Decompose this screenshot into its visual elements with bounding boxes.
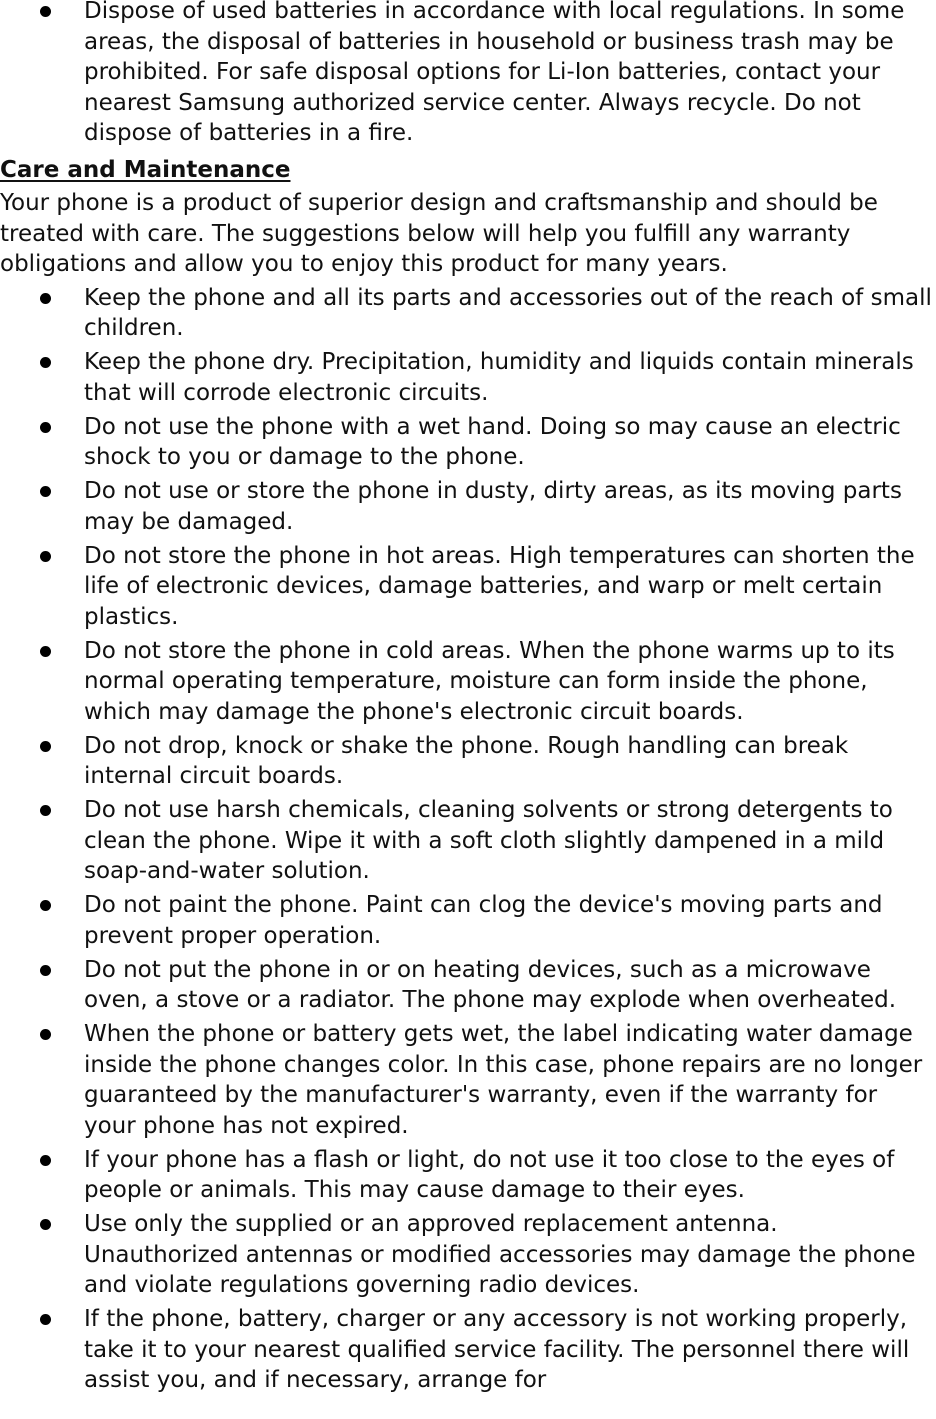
- bullet-icon: [40, 646, 51, 657]
- bullet-icon: [40, 293, 51, 304]
- bullet-icon: [40, 551, 51, 562]
- list-item: [0, 541, 936, 633]
- bullet-icon: [40, 6, 51, 17]
- list-item: [0, 636, 936, 728]
- bullet-icon: [40, 422, 51, 433]
- list-item-text: Keep the phone dry. Precipitation, humidity and liquids contain minerals that will corrode electronic circuits.: [84, 349, 914, 406]
- battery-disposal-list: [0, 0, 936, 149]
- list-item-text: When the phone or battery gets wet, the label indicating water damage inside the phone changes color. In this case, phone repairs are no longer guaranteed by the manufacturer's warranty, even if the warranty for your phone has not expired.: [84, 1021, 923, 1139]
- bullet-icon: [40, 1155, 51, 1166]
- bullet-icon: [40, 741, 51, 752]
- list-item-text: If the phone, battery, charger or any accessory is not working properly, take it to your nearest qualified service facility. The personnel there will assist you, and if necessary, arrange for: [84, 1306, 910, 1393]
- list-item-text: Keep the phone and all its parts and accessories out of the reach of small children.: [84, 284, 932, 341]
- list-item-text: Do not drop, knock or shake the phone. Rough handling can break internal circuit boards.: [84, 732, 849, 789]
- list-item: [0, 476, 936, 537]
- bullet-icon: [40, 1314, 51, 1325]
- list-item-text: If your phone has a flash or light, do not use it too close to the eyes of people or animals. This may cause damage to their eyes.: [84, 1146, 895, 1203]
- list-item: [0, 347, 936, 408]
- bullet-icon: [40, 1219, 51, 1230]
- list-item-text: Use only the supplied or an approved replacement antenna. Unauthorized antennas or modified accessories may damage the phone and violate regulations governing radio devices.: [84, 1211, 916, 1298]
- bullet-icon: [40, 900, 51, 911]
- list-item: [0, 1209, 936, 1301]
- list-item-text: Do not put the phone in or on heating devices, such as a microwave oven, a stove or a radiator. The phone may explode when overheated.: [84, 956, 897, 1013]
- bullet-icon: [40, 965, 51, 976]
- list-item: [0, 1145, 936, 1206]
- list-item-text: Dispose of used batteries in accordance with local regulations. In some areas, the disposal of batteries in household or business trash may be prohibited. For safe disposal options for Li-Ion batteries, contact your nearest Samsung authorized service center. Always recycle. Do not dispose of batteries in a fire.: [84, 0, 905, 146]
- list-item: [0, 795, 936, 887]
- list-item: [0, 1304, 936, 1396]
- bullet-icon: [40, 805, 51, 816]
- list-item: [0, 955, 936, 1016]
- list-item: [0, 0, 936, 149]
- list-item: [0, 283, 936, 344]
- care-maintenance-list: [0, 283, 936, 1396]
- list-item-text: Do not use harsh chemicals, cleaning solvents or strong detergents to clean the phone. Wipe it with a soft cloth slightly dampened in a mild soap-and-water solution.: [84, 797, 893, 884]
- list-item-text: Do not store the phone in hot areas. High temperatures can shorten the life of electronic devices, damage batteries, and warp or melt certain plastics.: [84, 542, 915, 630]
- list-item: [0, 412, 936, 473]
- list-item-text: Do not paint the phone. Paint can clog the device's moving parts and prevent proper operation.: [84, 892, 883, 949]
- bullet-icon: [40, 357, 51, 368]
- list-item-text: Do not store the phone in cold areas. When the phone warms up to its normal operating temperature, moisture can form inside the phone, which may damage the phone's electronic circuit boards.: [84, 637, 895, 725]
- section-heading: Care and Maintenance: [0, 156, 291, 183]
- bullet-icon: [40, 486, 51, 497]
- list-item: [0, 731, 936, 792]
- section-intro: Your phone is a product of superior design and craftsmanship and should be treated with care. The suggestions below will help you fulfill any warranty obligations and allow you to enjoy this product for many years.: [0, 190, 878, 277]
- list-item-text: Do not use the phone with a wet hand. Doing so may cause an electric shock to you or damage to the phone.: [84, 413, 901, 470]
- list-item: [0, 890, 936, 951]
- list-item: [0, 1019, 936, 1141]
- bullet-icon: [40, 1029, 51, 1040]
- list-item-text: Do not use or store the phone in dusty, dirty areas, as its moving parts may be damaged.: [84, 478, 902, 535]
